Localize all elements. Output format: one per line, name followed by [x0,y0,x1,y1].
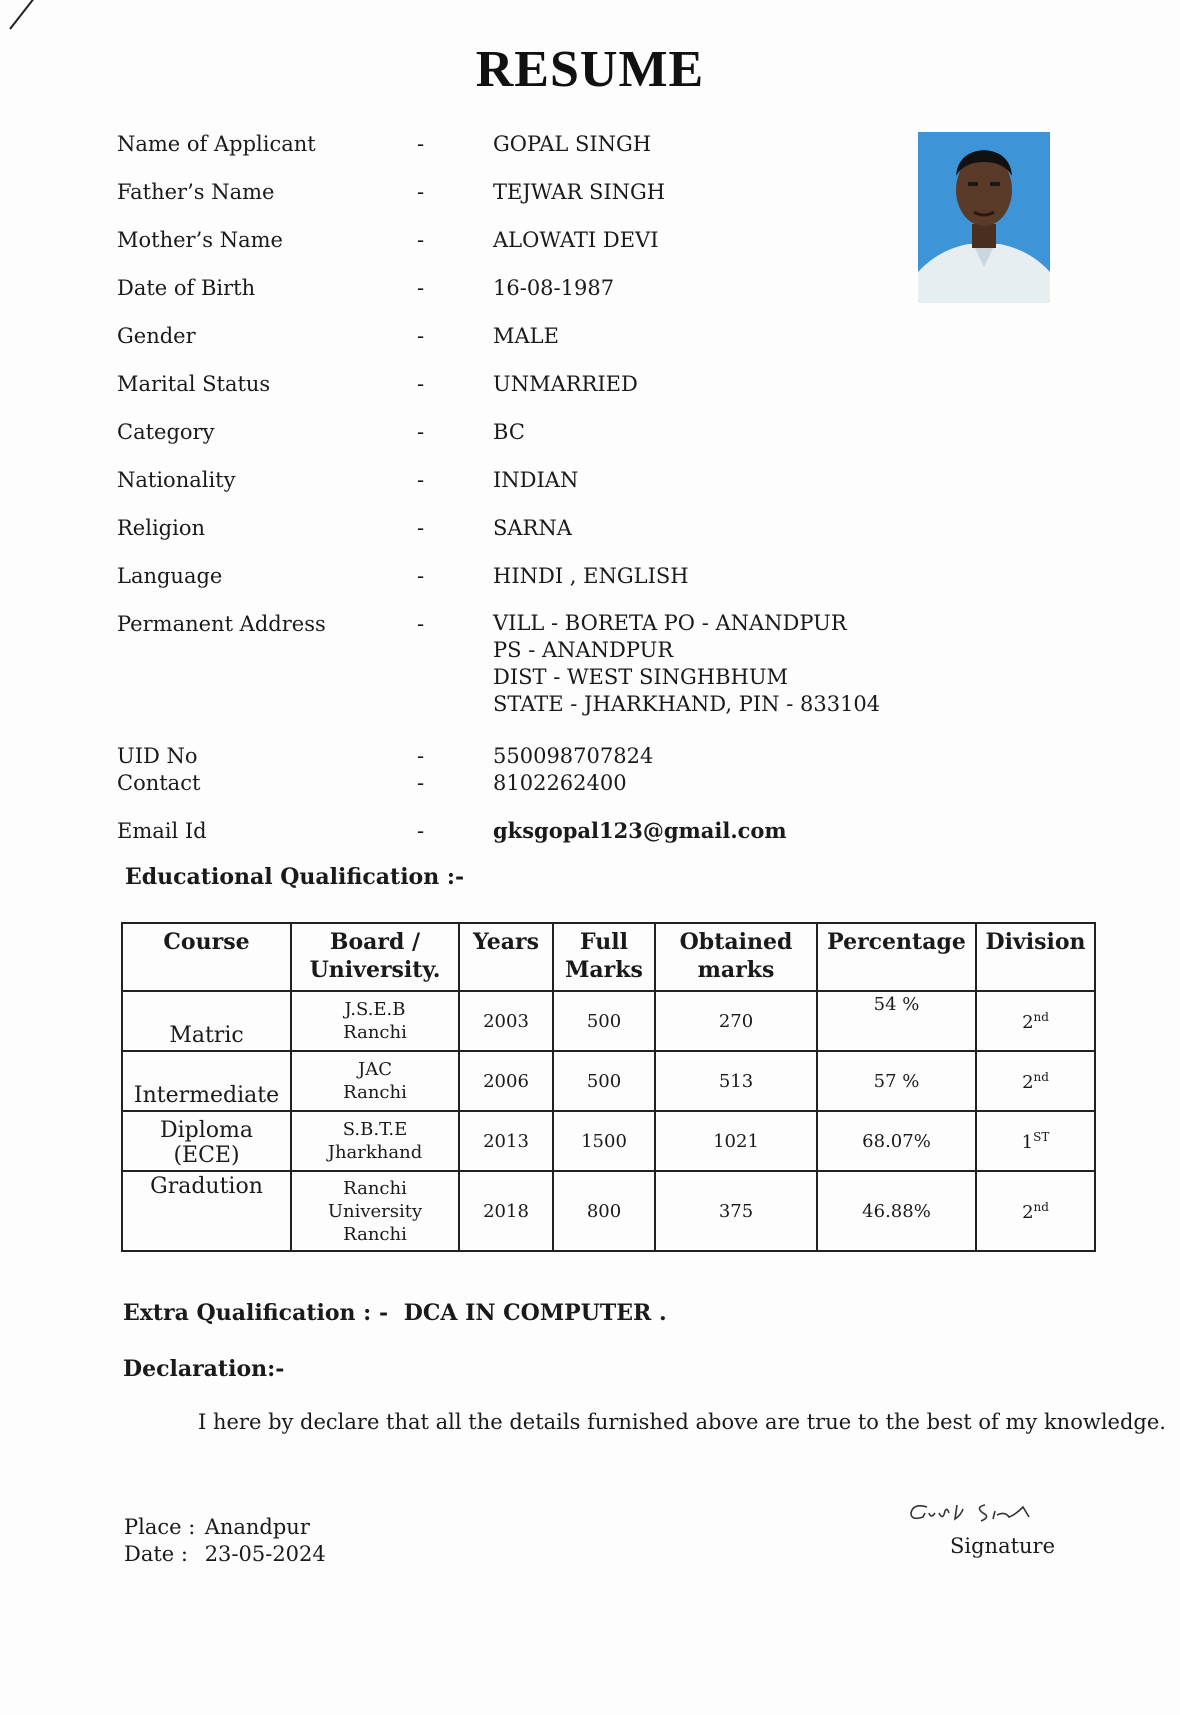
full-marks-cell: 800 [553,1171,655,1251]
detail-label: Category [117,420,215,444]
address-value [493,610,880,718]
obtained-marks-cell: 513 [655,1051,817,1111]
division-value: 2 [1022,1011,1034,1033]
place-date-block [124,1514,326,1568]
address-line: PS - ANANDPUR [493,638,674,662]
detail-label: Religion [117,516,205,540]
detail-label: Mother’s Name [117,228,283,252]
year-cell: 2018 [459,1171,553,1251]
division-value: 2 [1022,1071,1034,1093]
separator: - [417,744,425,768]
column-header: Full Marks [553,923,655,991]
division-cell [976,991,1095,1051]
extra-value: DCA IN COMPUTER . [403,1300,667,1326]
column-header: Board / University. [291,923,459,991]
division-cell [976,1111,1095,1171]
contact-label: Contact [117,771,201,795]
board-line: S.B.T.E [342,1119,408,1140]
obtained-marks-cell: 270 [655,991,817,1051]
board-line: Ranchi [343,1082,407,1103]
address-label: Permanent Address [117,612,326,636]
separator: - [417,324,425,348]
board-line: J.S.E.B [344,999,406,1020]
address-line: DIST - WEST SINGHBHUM [493,665,789,689]
full-marks-cell: 1500 [553,1111,655,1171]
place-line [124,1514,326,1541]
board-cell [291,1171,459,1251]
separator: - [417,372,425,396]
detail-row [117,226,877,254]
board-line: Ranchi [343,1177,407,1199]
extra-qualification [123,1300,667,1326]
place-label: Place : [124,1515,196,1539]
education-heading: Educational Qualification :- [125,864,465,890]
board-line: Ranchi [343,1022,407,1043]
signature-label: Signature [950,1534,1056,1558]
declaration-heading: Declaration:- [123,1356,285,1382]
course-cell: Gradution [122,1171,291,1251]
detail-row [117,514,877,542]
course-cell: Matric [122,991,291,1051]
uid-value: 550098707824 [493,744,654,768]
separator: - [417,771,425,795]
obtained-marks-cell: 375 [655,1171,817,1251]
table-row [122,1111,1095,1171]
detail-value: ALOWATI DEVI [493,228,659,252]
place-value: Anandpur [204,1515,310,1539]
detail-row [117,130,877,158]
division-suffix: nd [1033,1069,1049,1084]
column-header: Obtained marks [655,923,817,991]
separator: - [417,180,425,204]
detail-label: Gender [117,324,196,348]
course-cell: Intermediate [122,1051,291,1111]
detail-row [117,274,877,302]
detail-value: BC [493,420,525,444]
division-suffix: nd [1033,1009,1049,1024]
detail-row [117,370,877,398]
detail-row [117,322,877,350]
percentage-cell: 54 % [817,991,976,1051]
detail-value: MALE [493,324,559,348]
separator: - [417,420,425,444]
detail-value: GOPAL SINGH [493,132,652,156]
uid-row [117,742,877,770]
email-label: Email Id [117,819,207,843]
detail-label: Name of Applicant [117,132,316,156]
table-row [122,991,1095,1051]
table-row [122,1051,1095,1111]
year-cell: 2013 [459,1111,553,1171]
column-header: Course [122,923,291,991]
division-value: 1 [1021,1131,1034,1153]
percentage-cell: 57 % [817,1051,976,1111]
column-header: Division [976,923,1095,991]
column-header: Percentage [817,923,976,991]
separator: - [417,564,425,588]
declaration-text: I here by declare that all the details furnished above are true to the best of my knowledge. [198,1410,1166,1434]
detail-label: Father’s Name [117,180,275,204]
detail-label: Language [117,564,223,588]
date-label: Date : [124,1542,188,1566]
separator: - [417,468,425,492]
detail-value: INDIAN [493,468,579,492]
address-line: STATE - JHARKHAND, PIN - 833104 [493,692,881,716]
extra-label: Extra Qualification : - [123,1300,389,1326]
column-header: Years [459,923,553,991]
detail-value: UNMARRIED [493,372,638,396]
email-value: gksgopal123@gmail.com [493,818,787,843]
board-cell [291,1111,459,1171]
division-cell [976,1171,1095,1251]
detail-label: Date of Birth [117,276,256,300]
table-header-row [122,923,1095,991]
board-line: Jharkhand [327,1142,423,1163]
full-marks-cell: 500 [553,1051,655,1111]
pen-mark [9,0,48,30]
separator: - [417,612,425,636]
detail-value: 16-08-1987 [493,276,615,300]
address-row [117,610,881,720]
board-line: JAC [358,1059,392,1080]
board-line: Ranchi [343,1223,407,1245]
handwritten-signature [905,1497,1065,1529]
year-cell: 2003 [459,991,553,1051]
division-value: 2 [1022,1201,1034,1223]
date-line [124,1541,326,1568]
address-line: VILL - BORETA PO - ANANDPUR [493,611,847,635]
percentage-cell: 68.07% [817,1111,976,1171]
detail-value: HINDI , ENGLISH [493,564,689,588]
detail-row [117,466,877,494]
detail-label: Nationality [117,468,236,492]
education-table [121,922,1096,1252]
detail-row [117,562,877,590]
uid-label: UID No [117,744,198,768]
separator: - [417,228,425,252]
course-cell: Diploma (ECE) [122,1111,291,1171]
board-line: University [327,1200,423,1222]
date-value: 23-05-2024 [204,1542,326,1566]
contact-row [117,769,877,797]
separator: - [417,819,425,843]
applicant-photo [918,132,1050,303]
detail-label: Marital Status [117,372,271,396]
detail-value: TEJWAR SINGH [493,180,666,204]
contact-value: 8102262400 [493,771,627,795]
separator: - [417,132,425,156]
page-title: RESUME [475,41,705,98]
full-marks-cell: 500 [553,991,655,1051]
board-cell [291,1051,459,1111]
email-row [117,817,877,845]
separator: - [417,276,425,300]
obtained-marks-cell: 1021 [655,1111,817,1171]
board-cell [291,991,459,1051]
detail-row [117,418,877,446]
percentage-cell: 46.88% [817,1171,976,1251]
detail-row [117,178,877,206]
division-cell [976,1051,1095,1111]
division-suffix: nd [1033,1199,1049,1214]
separator: - [417,516,425,540]
table-row [122,1171,1095,1251]
division-suffix: ST [1033,1129,1050,1144]
detail-value: SARNA [493,516,572,540]
year-cell: 2006 [459,1051,553,1111]
